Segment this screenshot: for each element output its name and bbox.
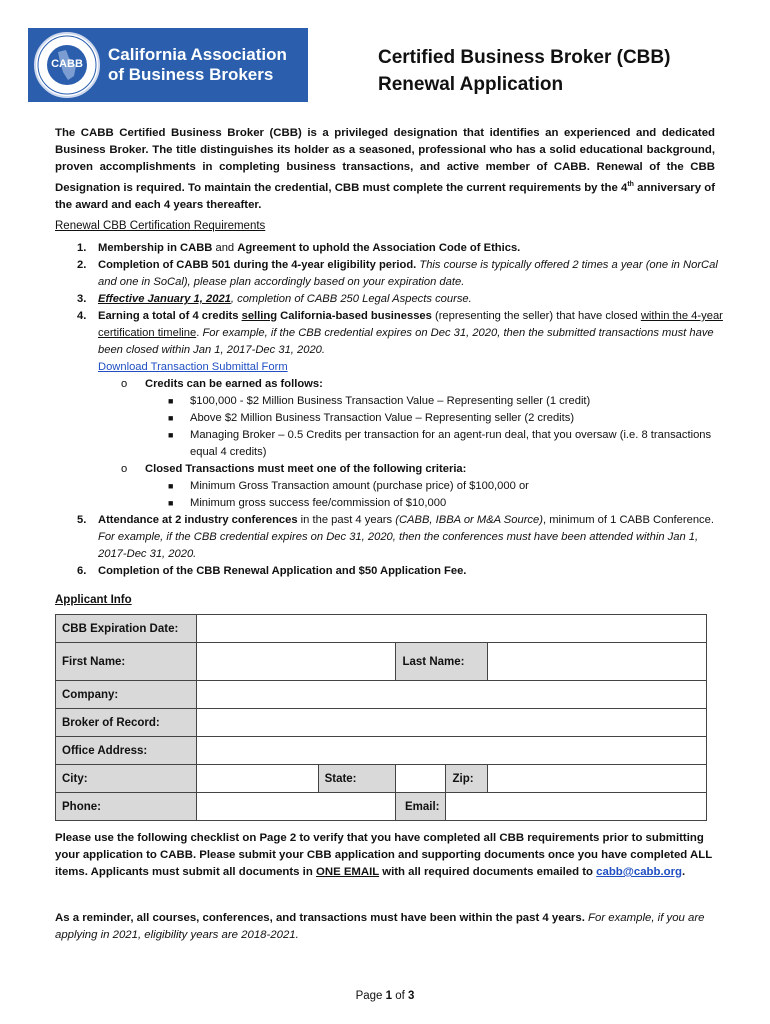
checklist-paragraph	[55, 830, 715, 881]
criteria-text: Minimum gross success fee/commission of $10,000	[190, 497, 447, 509]
title-line-2: Renewal Application	[378, 74, 564, 95]
table-row	[56, 793, 707, 821]
square-bullet-icon: ■	[168, 430, 174, 440]
requirement-4	[55, 308, 725, 376]
criteria-heading-item	[55, 461, 725, 478]
req-number: 5.	[77, 514, 87, 526]
req-text: Agreement to uphold the Association Code of Ethics.	[237, 242, 521, 254]
logo-wordmark	[108, 45, 287, 85]
state-label: State:	[318, 765, 396, 793]
title-line-1: Certified Business Broker (CBB)	[378, 47, 671, 68]
req-text: Membership in CABB	[98, 242, 213, 254]
credits-heading: Credits can be earned as follows:	[145, 378, 323, 390]
square-bullet-icon: ■	[168, 413, 174, 423]
req-text: in the past 4 years	[297, 514, 396, 526]
transaction-form-link[interactable]: Download Transaction Submittal Form	[98, 361, 288, 373]
req-number: 4.	[77, 310, 87, 322]
last-name-field[interactable]	[488, 643, 707, 681]
req-number: 2.	[77, 259, 87, 271]
square-bullet-icon: ■	[168, 481, 174, 491]
paragraph-text: ONE EMAIL	[315, 866, 380, 878]
city-field[interactable]	[196, 765, 318, 793]
state-field[interactable]	[396, 765, 446, 793]
zip-label: Zip:	[446, 765, 488, 793]
company-field[interactable]	[196, 681, 706, 709]
req-text: For example, if the CBB credential expires on Dec 31, 2020, then the submitted transactions must have been closed within Jan 1, 2017-Dec 31, 2020.	[98, 327, 714, 356]
logo-line-2: of Business Brokers	[108, 65, 274, 84]
cabb-email-link[interactable]: cabb@cabb.org	[596, 866, 682, 878]
expiration-label: CBB Expiration Date:	[56, 615, 197, 643]
req-text: , minimum of 1 CABB Conference.	[542, 514, 714, 526]
req-text: For example, if the CBB credential expires on Dec 31, 2020, then the conferences must have been attended within Jan 1, 2017-Dec 31, 2020.	[98, 531, 699, 560]
criteria-item	[55, 478, 725, 495]
intro-text-end: anniversary of the award and each 4 years thereafter.	[55, 181, 716, 211]
requirement-1	[55, 240, 725, 257]
req-number: 3.	[77, 293, 87, 305]
req-number: 6.	[77, 565, 87, 577]
last-name-label: Last Name:	[396, 643, 488, 681]
credits-heading-item	[55, 376, 725, 393]
circle-bullet-icon: o	[121, 463, 128, 475]
table-row	[56, 737, 707, 765]
office-field[interactable]	[196, 737, 706, 765]
city-label: City:	[56, 765, 197, 793]
criteria-heading: Closed Transactions must meet one of the following criteria:	[145, 463, 467, 475]
page-number: 1	[385, 990, 393, 1002]
criteria-item	[55, 495, 725, 512]
broker-label: Broker of Record:	[56, 709, 197, 737]
applicant-info-heading: Applicant Info	[55, 594, 132, 606]
req-text: (representing the seller) that have closed	[431, 310, 641, 322]
square-bullet-icon: ■	[168, 396, 174, 406]
page-total: 3	[408, 990, 415, 1002]
table-row	[56, 643, 707, 681]
reminder-paragraph	[55, 910, 715, 944]
page-footer	[0, 990, 770, 1002]
office-label: Office Address:	[56, 737, 197, 765]
req-text: .	[196, 327, 200, 339]
req-text: selling	[241, 310, 278, 322]
intro-sup: th	[627, 181, 634, 188]
paragraph-text: As a reminder, all courses, conferences, and transactions must have been within the past 4 years.	[55, 912, 585, 924]
table-row	[56, 681, 707, 709]
criteria-text: Minimum Gross Transaction amount (purchase price) of $100,000 or	[190, 480, 529, 492]
seal-text: CABB	[51, 58, 83, 70]
req-text: Effective January 1, 2021	[98, 293, 231, 305]
paragraph-text: with all required documents emailed to	[379, 866, 597, 878]
req-text: This course is typically offered 2 times a year (one in NorCal and one in SoCal), please plan accordingly based on your expiration date.	[98, 259, 718, 288]
email-label: Email:	[396, 793, 446, 821]
requirement-6	[55, 563, 725, 580]
table-row	[56, 615, 707, 643]
req-text: and	[212, 242, 238, 254]
intro-text: The CABB Certified Business Broker (CBB) is a privileged designation that identifies an experienced and dedicated Business Broker. The title distinguishes its holder as a seasoned, professional who has a solid educational background, proven accomplishments in completing business transactions, and active member of CABB. Renewal of the CBB Designation is required. To maintain the credential, CBB must complete the current requirements by the 4	[55, 127, 715, 194]
req-text: Attendance at 2 industry conferences	[98, 514, 298, 526]
credit-text: Above $2 Million Business Transaction Value – Representing seller (2 credits)	[190, 412, 575, 424]
req-number: 1.	[77, 242, 87, 254]
circle-bullet-icon: o	[121, 378, 128, 390]
requirements-list	[55, 240, 725, 580]
applicant-info-table	[55, 614, 707, 821]
intro-paragraph	[55, 125, 715, 214]
table-row	[56, 709, 707, 737]
footer-text: of	[392, 990, 409, 1002]
company-label: Company:	[56, 681, 197, 709]
credit-text: $100,000 - $2 Million Business Transaction Value – Representing seller (1 credit)	[190, 395, 591, 407]
req-text: Completion of the CBB Renewal Application and $50 Application Fee.	[98, 565, 467, 577]
paragraph-text: For example, if you are applying in 2021, eligibility years are 2018-2021.	[55, 912, 705, 941]
logo-line-1: California Association	[108, 45, 287, 64]
footer-text: Page	[355, 990, 386, 1002]
req-text: Earning a total of 4 credits	[98, 310, 242, 322]
paragraph-text: .	[681, 866, 686, 878]
first-name-label: First Name:	[56, 643, 197, 681]
table-row	[56, 765, 707, 793]
cabb-seal-icon	[34, 32, 100, 98]
requirement-2	[55, 257, 725, 291]
zip-field[interactable]	[488, 765, 707, 793]
phone-field[interactable]	[196, 793, 396, 821]
req-text: California-based businesses	[277, 310, 432, 322]
square-bullet-icon: ■	[168, 498, 174, 508]
broker-field[interactable]	[196, 709, 706, 737]
page-title	[378, 44, 670, 98]
req-text: , completion of CABB 250 Legal Aspects course.	[230, 293, 472, 305]
credit-text: Managing Broker – 0.5 Credits per transaction for an agent-run deal, that you oversaw (i.e. 8 transactions equal 4 credits)	[190, 429, 712, 458]
req-text: (CABB, IBBA or M&A Source)	[395, 514, 543, 526]
credit-item	[55, 427, 725, 461]
expiration-field[interactable]	[196, 615, 706, 643]
credit-item	[55, 410, 725, 427]
req-text: within the 4-year certification timeline	[98, 310, 723, 339]
paragraph-text: Please use the following checklist on Page 2 to verify that you have completed all CBB requirements prior to submitting your application to CABB. Please submit your CBB application and supporting documents once you have completed ALL items. Applicants must submit all documents in	[55, 832, 712, 878]
req-text: Completion of CABB 501 during the 4-year eligibility period.	[98, 259, 417, 271]
requirement-3	[55, 291, 725, 308]
cabb-logo	[28, 28, 308, 102]
email-field[interactable]	[446, 793, 707, 821]
requirement-5	[55, 512, 725, 563]
first-name-field[interactable]	[196, 643, 396, 681]
phone-label: Phone:	[56, 793, 197, 821]
credit-item	[55, 393, 725, 410]
requirements-heading: Renewal CBB Certification Requirements	[55, 220, 266, 232]
